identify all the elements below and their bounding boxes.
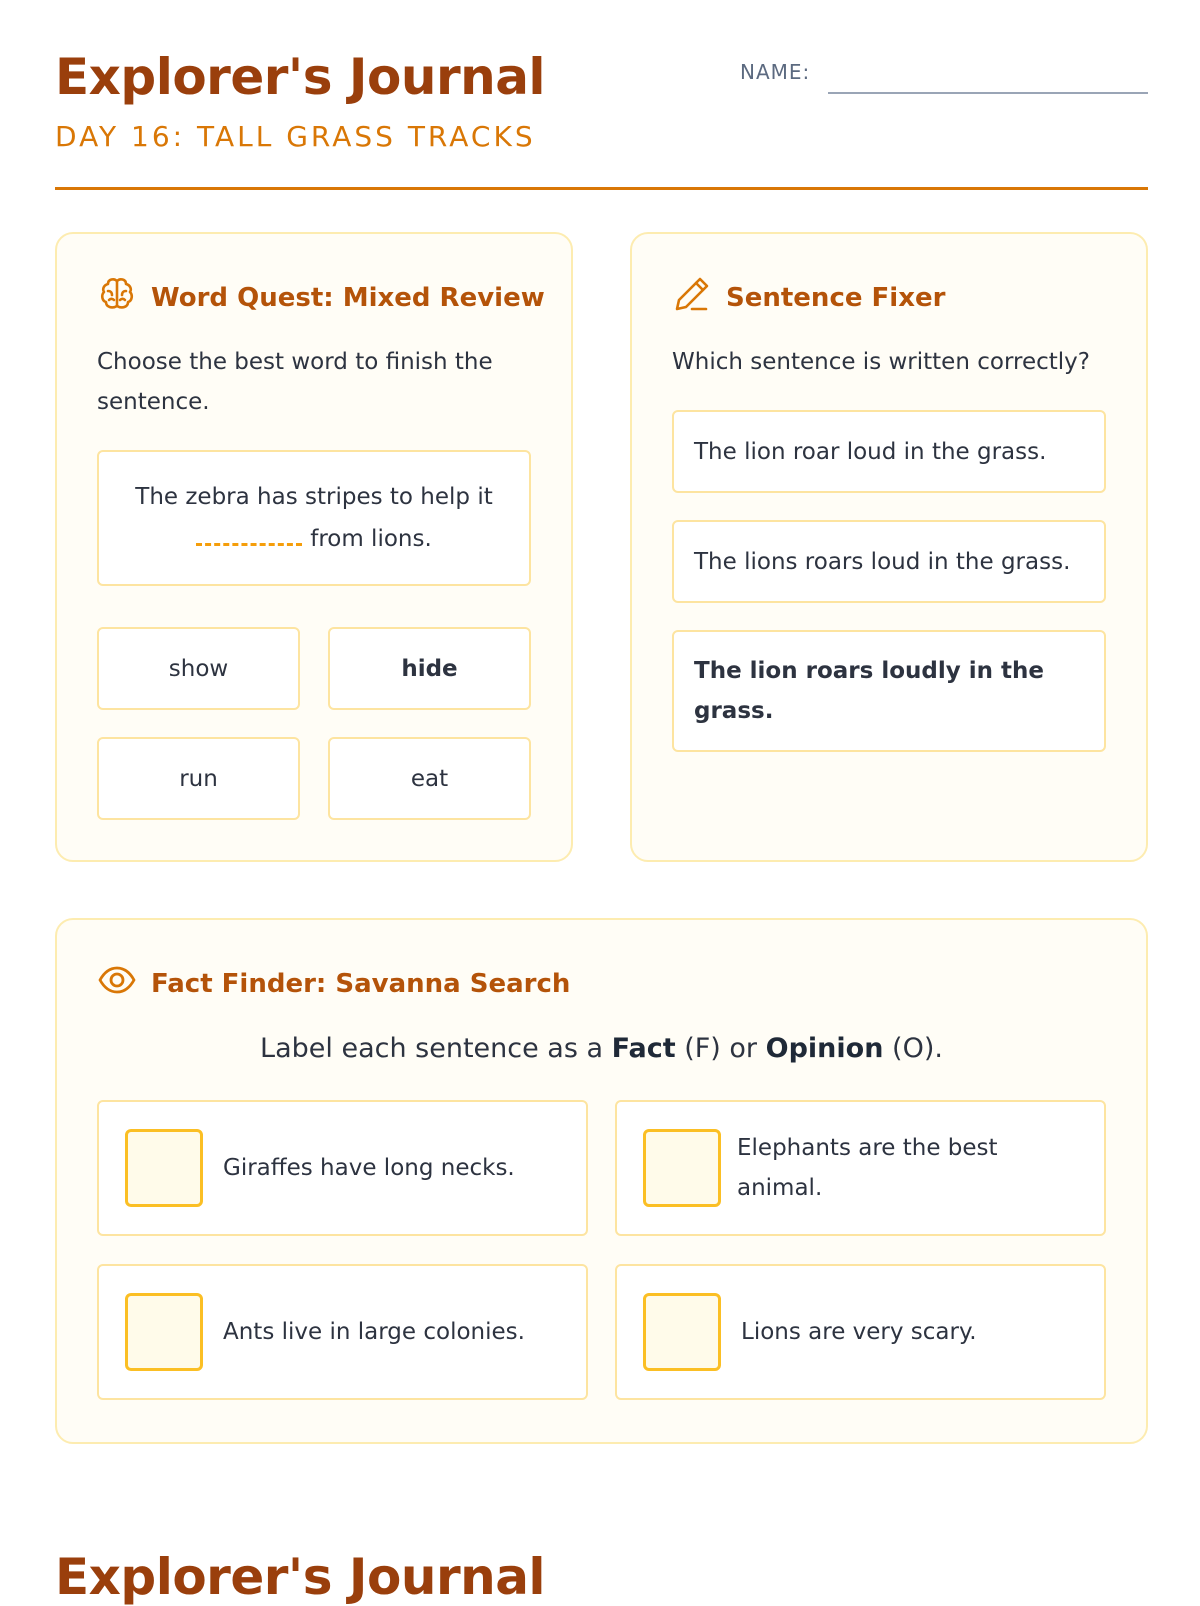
eye-icon (97, 960, 137, 1007)
sentence-fixer-question: Which sentence is written correctly? (672, 349, 1090, 375)
fact-answer-box-2[interactable] (643, 1129, 721, 1207)
sentence-option-2[interactable]: The lions roars loud in the grass. (672, 520, 1106, 603)
sentence-fixer-card (630, 232, 1148, 862)
fact-answer-box-1[interactable] (125, 1129, 203, 1207)
day-subtitle: DAY 16: TALL GRASS TRACKS (55, 120, 536, 153)
choice-run-button[interactable]: run (97, 737, 300, 820)
name-label: NAME: (740, 60, 811, 84)
fact-answer-box-4[interactable] (643, 1293, 721, 1371)
fact-sentence-3: Ants live in large colonies. (223, 1319, 525, 1345)
word-quest-instruction: Choose the best word to finish the sentence. (97, 349, 493, 415)
fact-sentence-4: Lions are very scary. (741, 1319, 977, 1345)
fact-item-1 (97, 1100, 588, 1236)
word-quest-sentence (97, 450, 531, 586)
sentence-end: from lions. (310, 526, 432, 552)
sentence-fixer-heading (672, 274, 945, 321)
name-write-line[interactable] (828, 92, 1148, 94)
journal-title: Explorer's Journal (55, 48, 546, 106)
next-page-title: Explorer's Journal (55, 1548, 546, 1606)
fact-sentence-1: Giraffes have long necks. (223, 1155, 515, 1181)
sentence-start: The zebra has stripes to help it (135, 484, 493, 510)
fact-sentence-2: Elephants are the best animal. (737, 1135, 998, 1201)
sentence-option-3[interactable]: The lion roars loudly in the grass. (672, 630, 1106, 752)
opinion-word: Opinion (765, 1033, 884, 1064)
fact-word: Fact (611, 1033, 676, 1064)
choice-eat-button[interactable]: eat (328, 737, 531, 820)
word-quest-card (55, 232, 573, 862)
fact-finder-heading (97, 960, 570, 1007)
header-divider (55, 187, 1148, 190)
answer-blank (196, 517, 302, 546)
fact-finder-title: Fact Finder: Savanna Search (151, 968, 571, 999)
choice-show-button[interactable]: show (97, 627, 300, 710)
intro-text-a: Label each sentence as a (260, 1033, 604, 1064)
brain-icon (97, 274, 137, 321)
fact-finder-card (55, 918, 1148, 1444)
fact-item-3 (97, 1264, 588, 1400)
intro-text-b: (F) or (684, 1033, 758, 1064)
fact-item-2 (615, 1100, 1106, 1236)
fact-answer-box-3[interactable] (125, 1293, 203, 1371)
choice-hide-button[interactable]: hide (328, 627, 531, 710)
fact-item-4 (615, 1264, 1106, 1400)
fact-finder-instruction (57, 1033, 1146, 1064)
word-quest-heading (97, 274, 545, 321)
word-quest-title: Word Quest: Mixed Review (151, 282, 545, 313)
sentence-option-1[interactable]: The lion roar loud in the grass. (672, 410, 1106, 493)
intro-text-c: (O). (892, 1033, 943, 1064)
sentence-fixer-title: Sentence Fixer (726, 282, 946, 313)
pencil-icon (672, 274, 712, 321)
